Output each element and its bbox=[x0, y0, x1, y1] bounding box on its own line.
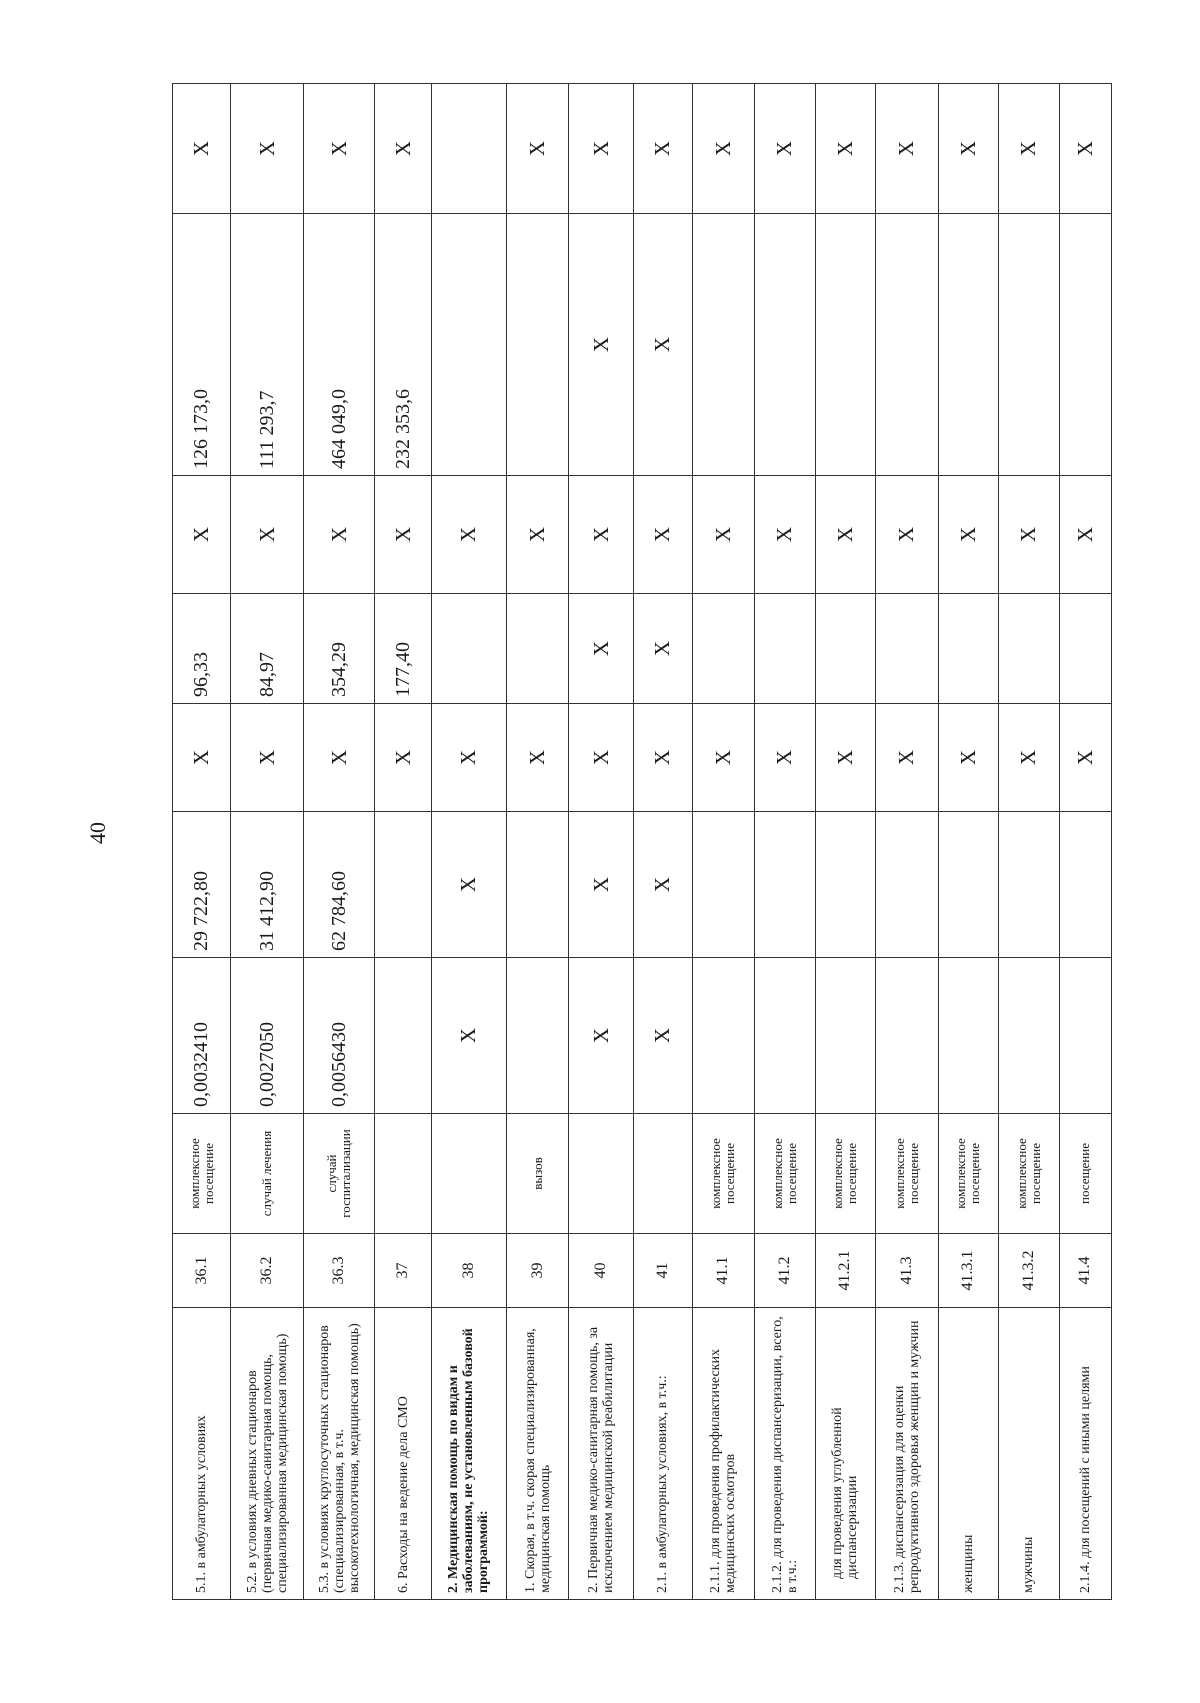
row-unit-cell: комплексное посещение bbox=[173, 1114, 231, 1234]
per-capita-budget-cell: Х bbox=[375, 704, 431, 812]
percent-cell: Х bbox=[938, 84, 999, 214]
total-budget-cell: Х bbox=[375, 476, 431, 594]
data-table bbox=[172, 83, 1112, 1600]
row-name-cell: мужчины bbox=[999, 1308, 1060, 1600]
volume-cell bbox=[938, 958, 999, 1114]
row-unit-cell: комплексное посещение bbox=[755, 1114, 816, 1234]
per-capita-oms-cell: 84,97 bbox=[231, 594, 304, 704]
per-capita-oms-cell: 354,29 bbox=[304, 594, 375, 704]
total-oms-cell: Х bbox=[634, 214, 692, 476]
row-name-cell: 2.1.1. для проведения профилактических медицинских осмотров bbox=[692, 1308, 755, 1600]
percent-cell: Х bbox=[569, 84, 634, 214]
cost-per-unit-cell bbox=[1059, 812, 1111, 958]
row-name-cell: 2.1.4. для посещений с иными целями bbox=[1059, 1308, 1111, 1600]
per-capita-budget-cell: Х bbox=[815, 704, 876, 812]
table-body bbox=[173, 84, 1112, 1600]
cost-per-unit-cell bbox=[815, 812, 876, 958]
cost-per-unit-cell: 29 722,80 bbox=[173, 812, 231, 958]
per-capita-oms-cell bbox=[755, 594, 816, 704]
total-budget-cell: Х bbox=[431, 476, 506, 594]
table-row bbox=[569, 84, 634, 1600]
percent-cell: Х bbox=[1059, 84, 1111, 214]
row-name-cell: 2.1.3. диспансеризация для оценки репродуктивного здоровья женщин и мужчин bbox=[876, 1308, 939, 1600]
cost-per-unit-cell: Х bbox=[634, 812, 692, 958]
row-unit-cell: комплексное посещение bbox=[938, 1114, 999, 1234]
per-capita-budget-cell: Х bbox=[755, 704, 816, 812]
total-oms-cell bbox=[876, 214, 939, 476]
row-name-cell: 5.2. в условиях дневных стационаров (первичная медико-санитарная помощь, специализированная медицинская помощь) bbox=[231, 1308, 304, 1600]
row-code-cell: 41.3.2 bbox=[999, 1234, 1060, 1308]
per-capita-oms-cell bbox=[506, 594, 569, 704]
total-budget-cell: Х bbox=[755, 476, 816, 594]
per-capita-budget-cell: Х bbox=[938, 704, 999, 812]
total-budget-cell: Х bbox=[1059, 476, 1111, 594]
cost-per-unit-cell: Х bbox=[431, 812, 506, 958]
row-unit-cell: случай госпитализации bbox=[304, 1114, 375, 1234]
percent-cell bbox=[431, 84, 506, 214]
table-row bbox=[173, 84, 231, 1600]
row-unit-cell: вызов bbox=[506, 1114, 569, 1234]
per-capita-budget-cell: Х bbox=[506, 704, 569, 812]
row-name-cell: 2.1.2. для проведения диспансеризации, всего, в т.ч.: bbox=[755, 1308, 816, 1600]
percent-cell: Х bbox=[876, 84, 939, 214]
total-oms-cell: 464 049,0 bbox=[304, 214, 375, 476]
table-row bbox=[815, 84, 876, 1600]
total-budget-cell: Х bbox=[569, 476, 634, 594]
row-code-cell: 36.2 bbox=[231, 1234, 304, 1308]
total-oms-cell: 232 353,6 bbox=[375, 214, 431, 476]
total-budget-cell: Х bbox=[938, 476, 999, 594]
total-budget-cell: Х bbox=[999, 476, 1060, 594]
row-unit-cell bbox=[634, 1114, 692, 1234]
per-capita-oms-cell bbox=[1059, 594, 1111, 704]
per-capita-budget-cell: Х bbox=[1059, 704, 1111, 812]
total-oms-cell bbox=[431, 214, 506, 476]
percent-cell: Х bbox=[999, 84, 1060, 214]
cost-per-unit-cell bbox=[755, 812, 816, 958]
row-code-cell: 37 bbox=[375, 1234, 431, 1308]
volume-cell: Х bbox=[431, 958, 506, 1114]
total-oms-cell bbox=[692, 214, 755, 476]
total-oms-cell: 111 293,7 bbox=[231, 214, 304, 476]
per-capita-oms-cell bbox=[876, 594, 939, 704]
total-budget-cell: Х bbox=[506, 476, 569, 594]
row-unit-cell: комплексное посещение bbox=[692, 1114, 755, 1234]
row-code-cell: 36.3 bbox=[304, 1234, 375, 1308]
volume-cell: 0,0056430 bbox=[304, 958, 375, 1114]
row-unit-cell bbox=[431, 1114, 506, 1234]
cost-per-unit-cell bbox=[375, 812, 431, 958]
row-name-cell: 5.1. в амбулаторных условиях bbox=[173, 1308, 231, 1600]
per-capita-budget-cell: Х bbox=[304, 704, 375, 812]
percent-cell: Х bbox=[304, 84, 375, 214]
percent-cell: Х bbox=[634, 84, 692, 214]
total-budget-cell: Х bbox=[692, 476, 755, 594]
percent-cell: Х bbox=[375, 84, 431, 214]
total-oms-cell bbox=[1059, 214, 1111, 476]
table-row bbox=[876, 84, 939, 1600]
per-capita-oms-cell bbox=[938, 594, 999, 704]
per-capita-budget-cell: Х bbox=[231, 704, 304, 812]
volume-cell bbox=[1059, 958, 1111, 1114]
volume-cell bbox=[876, 958, 939, 1114]
cost-per-unit-cell: Х bbox=[569, 812, 634, 958]
row-code-cell: 41 bbox=[634, 1234, 692, 1308]
cost-per-unit-cell bbox=[876, 812, 939, 958]
percent-cell: Х bbox=[173, 84, 231, 214]
volume-cell bbox=[755, 958, 816, 1114]
percent-cell: Х bbox=[815, 84, 876, 214]
row-name-cell: 2. Первичная медико-санитарная помощь, за исключением медицинской реабилитации bbox=[569, 1308, 634, 1600]
row-code-cell: 41.1 bbox=[692, 1234, 755, 1308]
table-row bbox=[634, 84, 692, 1600]
total-budget-cell: Х bbox=[304, 476, 375, 594]
row-unit-cell: случай лечения bbox=[231, 1114, 304, 1234]
percent-cell: Х bbox=[506, 84, 569, 214]
per-capita-oms-cell: Х bbox=[634, 594, 692, 704]
row-name-cell: 2.1. в амбулаторных условиях, в т.ч.: bbox=[634, 1308, 692, 1600]
table-row bbox=[755, 84, 816, 1600]
row-name-cell: для проведения углубленной диспансеризации bbox=[815, 1308, 876, 1600]
total-oms-cell bbox=[999, 214, 1060, 476]
total-oms-cell bbox=[755, 214, 816, 476]
total-budget-cell: Х bbox=[231, 476, 304, 594]
total-budget-cell: Х bbox=[815, 476, 876, 594]
table-container bbox=[172, 84, 1112, 1600]
per-capita-budget-cell: Х bbox=[876, 704, 939, 812]
row-unit-cell bbox=[569, 1114, 634, 1234]
volume-cell bbox=[506, 958, 569, 1114]
per-capita-oms-cell bbox=[999, 594, 1060, 704]
percent-cell: Х bbox=[692, 84, 755, 214]
cost-per-unit-cell bbox=[999, 812, 1060, 958]
row-unit-cell: комплексное посещение bbox=[876, 1114, 939, 1234]
table-row bbox=[999, 84, 1060, 1600]
row-name-cell: 5.3. в условиях круглосуточных стационаров (специализированная, в т.ч. высокотехнологичная, медицинская помощь) bbox=[304, 1308, 375, 1600]
table-row bbox=[431, 84, 506, 1600]
percent-cell: Х bbox=[755, 84, 816, 214]
per-capita-budget-cell: Х bbox=[173, 704, 231, 812]
per-capita-budget-cell: Х bbox=[692, 704, 755, 812]
cost-per-unit-cell: 31 412,90 bbox=[231, 812, 304, 958]
per-capita-oms-cell bbox=[431, 594, 506, 704]
volume-cell bbox=[815, 958, 876, 1114]
row-code-cell: 41.4 bbox=[1059, 1234, 1111, 1308]
table-row bbox=[1059, 84, 1111, 1600]
total-oms-cell: 126 173,0 bbox=[173, 214, 231, 476]
row-code-cell: 40 bbox=[569, 1234, 634, 1308]
per-capita-oms-cell: 96,33 bbox=[173, 594, 231, 704]
table-row bbox=[304, 84, 375, 1600]
total-budget-cell: Х bbox=[173, 476, 231, 594]
row-unit-cell: комплексное посещение bbox=[815, 1114, 876, 1234]
row-code-cell: 41.2.1 bbox=[815, 1234, 876, 1308]
table-row bbox=[375, 84, 431, 1600]
volume-cell bbox=[375, 958, 431, 1114]
percent-cell: Х bbox=[231, 84, 304, 214]
table-row bbox=[231, 84, 304, 1600]
row-code-cell: 41.2 bbox=[755, 1234, 816, 1308]
row-name-cell: 2. Медицинская помощь по видам и заболеваниям, не установленным базовой программой: bbox=[431, 1308, 506, 1600]
row-name-cell: женщины bbox=[938, 1308, 999, 1600]
per-capita-budget-cell: Х bbox=[569, 704, 634, 812]
per-capita-budget-cell: Х bbox=[634, 704, 692, 812]
page-number: 40 bbox=[85, 822, 110, 844]
row-unit-cell: посещение bbox=[1059, 1114, 1111, 1234]
row-name-cell: 1. Скорая, в т.ч. скорая специализированная, медицинская помощь bbox=[506, 1308, 569, 1600]
per-capita-oms-cell bbox=[815, 594, 876, 704]
per-capita-oms-cell: Х bbox=[569, 594, 634, 704]
per-capita-budget-cell: Х bbox=[999, 704, 1060, 812]
per-capita-oms-cell bbox=[692, 594, 755, 704]
volume-cell: Х bbox=[569, 958, 634, 1114]
row-name-cell: 6. Расходы на ведение дела СМО bbox=[375, 1308, 431, 1600]
volume-cell bbox=[999, 958, 1060, 1114]
row-unit-cell bbox=[375, 1114, 431, 1234]
volume-cell bbox=[692, 958, 755, 1114]
table-row bbox=[692, 84, 755, 1600]
table-row bbox=[938, 84, 999, 1600]
cost-per-unit-cell bbox=[692, 812, 755, 958]
per-capita-budget-cell: Х bbox=[431, 704, 506, 812]
total-oms-cell bbox=[938, 214, 999, 476]
volume-cell: Х bbox=[634, 958, 692, 1114]
cost-per-unit-cell bbox=[938, 812, 999, 958]
cost-per-unit-cell bbox=[506, 812, 569, 958]
row-code-cell: 41.3 bbox=[876, 1234, 939, 1308]
row-code-cell: 39 bbox=[506, 1234, 569, 1308]
volume-cell: 0,0027050 bbox=[231, 958, 304, 1114]
row-unit-cell: комплексное посещение bbox=[999, 1114, 1060, 1234]
total-oms-cell bbox=[506, 214, 569, 476]
cost-per-unit-cell: 62 784,60 bbox=[304, 812, 375, 958]
total-budget-cell: Х bbox=[634, 476, 692, 594]
total-budget-cell: Х bbox=[876, 476, 939, 594]
row-code-cell: 36.1 bbox=[173, 1234, 231, 1308]
table-row bbox=[506, 84, 569, 1600]
row-code-cell: 41.3.1 bbox=[938, 1234, 999, 1308]
total-oms-cell bbox=[815, 214, 876, 476]
per-capita-oms-cell: 177,40 bbox=[375, 594, 431, 704]
volume-cell: 0,0032410 bbox=[173, 958, 231, 1114]
total-oms-cell: Х bbox=[569, 214, 634, 476]
row-code-cell: 38 bbox=[431, 1234, 506, 1308]
